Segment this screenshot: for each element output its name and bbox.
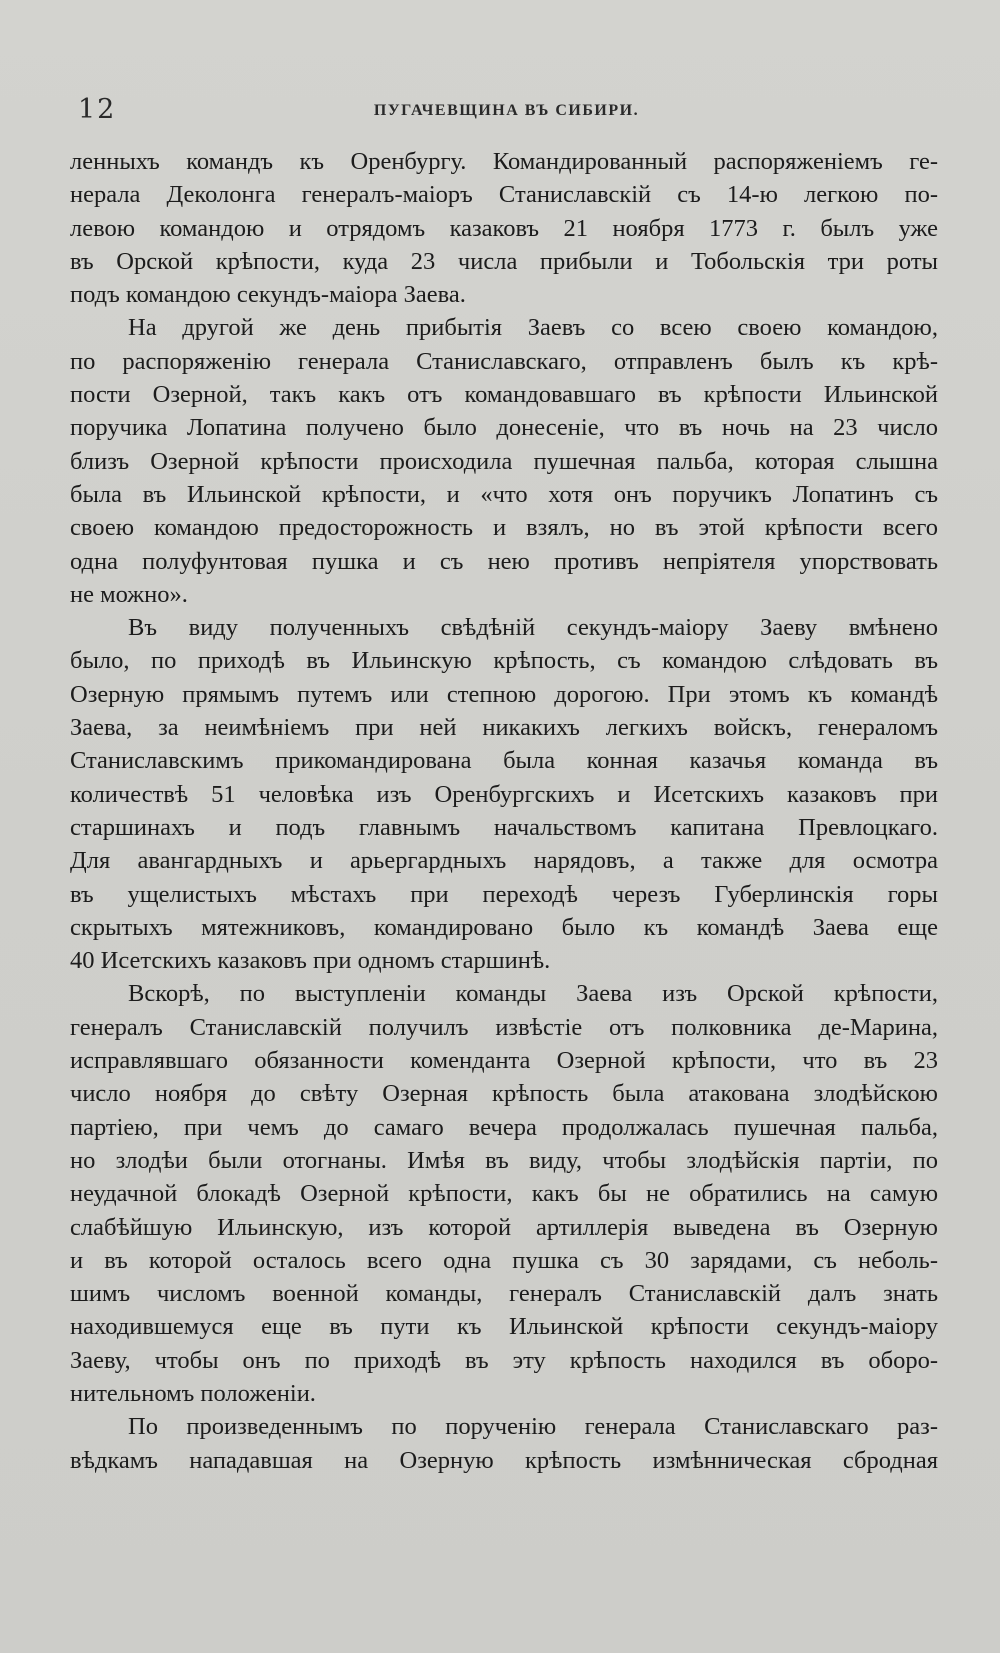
text-line: количествѣ 51 человѣка изъ Оренбургскихъ и Исетскихъ казаковъ при bbox=[70, 780, 938, 808]
text-line: Вскорѣ, по выступленіи команды Заева изъ Орской крѣпости, bbox=[128, 980, 938, 1008]
text-line: находившемуся еще въ пути къ Ильинской крѣпости секундъ-маіору bbox=[70, 1313, 938, 1341]
text-line: ленныхъ командъ къ Оренбургу. Командированный распоряженіемъ ге- bbox=[70, 148, 938, 175]
text-line: въ Орской крѣпости, куда 23 числа прибыли и Тобольскія три роты bbox=[70, 247, 938, 275]
text-line: не можно». bbox=[70, 580, 188, 608]
text-line: пости Озерной, такъ какъ отъ командовавшаго въ крѣпости Ильинской bbox=[70, 381, 938, 409]
running-title: ПУГАЧЕВЩИНА ВЪ СИБИРИ. bbox=[373, 102, 640, 119]
text-line: 40 Исетскихъ казаковъ при одномъ старшинѣ. bbox=[70, 947, 551, 975]
text-line: по распоряженію генерала Станиславскаго, отправленъ былъ къ крѣ- bbox=[70, 347, 938, 375]
text-line: левою командою и отрядомъ казаковъ 21 ноября 1773 г. былъ уже bbox=[70, 214, 938, 242]
body-text bbox=[70, 145, 938, 1477]
text-line: старшинахъ и подъ главнымъ начальствомъ капитана Превлоцкаго. bbox=[70, 813, 938, 841]
text-line: было, по приходѣ въ Ильинскую крѣпость, съ командою слѣдовать въ bbox=[70, 647, 938, 675]
text-line: нерала Деколонга генералъ-маіоръ Станиславскій съ 14-ю легкою по- bbox=[70, 181, 938, 209]
page-header bbox=[78, 88, 935, 128]
text-line: исправлявшаго обязанности коменданта Озерной крѣпости, что въ 23 bbox=[70, 1047, 938, 1075]
text-line: По произведеннымъ по порученію генерала Станиславскаго раз- bbox=[128, 1413, 938, 1441]
text-line: была въ Ильинской крѣпости, и «что хотя онъ поручикъ Лопатинъ съ bbox=[70, 480, 938, 508]
text-line: нительномъ положеніи. bbox=[70, 1379, 316, 1407]
text-line: Для авангардныхъ и арьергардныхъ нарядовъ, а также для осмотра bbox=[70, 847, 938, 875]
text-line: поручика Лопатина получено было донесеніе, что въ ночь на 23 число bbox=[70, 414, 938, 442]
text-line: партіею, при чемъ до самаго вечера продолжалась пушечная пальба, bbox=[70, 1113, 938, 1141]
text-line: Озерную прямымъ путемъ или степною дорогою. При этомъ къ командѣ bbox=[70, 680, 938, 708]
text-line: Заева, за неимѣніемъ при ней никакихъ легкихъ войскъ, генераломъ bbox=[70, 714, 938, 742]
page-number: 12 bbox=[78, 94, 117, 125]
text-line: генералъ Станиславскій получилъ извѣстіе отъ полковника де-Марина, bbox=[70, 1013, 938, 1041]
text-line: шимъ числомъ военной команды, генералъ Станиславскій далъ знать bbox=[70, 1280, 938, 1308]
text-line: число ноября до свѣту Озерная крѣпость была атакована злодѣйскою bbox=[70, 1080, 938, 1108]
text-line: Въ виду полученныхъ свѣдѣній секундъ-маіору Заеву вмѣнено bbox=[128, 614, 938, 642]
text-line: неудачной блокадѣ Озерной крѣпости, какъ бы не обратились на самую bbox=[70, 1180, 938, 1208]
text-line: одна полуфунтовая пушка и съ нею противъ непріятеля упорствовать bbox=[70, 547, 938, 575]
text-line: но злодѣи были отогнаны. Имѣя въ виду, чтобы злодѣйскія партіи, по bbox=[70, 1146, 938, 1174]
text-line: Станиславскимъ прикомандирована была конная казачья команда въ bbox=[70, 747, 938, 775]
text-line: и въ которой осталось всего одна пушка съ 30 зарядами, съ неболь- bbox=[70, 1246, 938, 1274]
text-line: вѣдкамъ нападавшая на Озерную крѣпость измѣнническая сбродная bbox=[70, 1446, 938, 1474]
text-line: близъ Озерной крѣпости происходила пушечная пальба, которая слышна bbox=[70, 447, 938, 475]
text-line: На другой же день прибытія Заевъ со всею своею командою, bbox=[128, 314, 938, 342]
text-line: слабѣйшую Ильинскую, изъ которой артиллерія выведена въ Озерную bbox=[70, 1213, 938, 1241]
text-line: въ ущелистыхъ мѣстахъ при переходѣ черезъ Губерлинскія горы bbox=[70, 880, 938, 908]
text-line: скрытыхъ мятежниковъ, командировано было къ командѣ Заева еще bbox=[70, 913, 938, 941]
text-line: своею командою предосторожность и взялъ, но въ этой крѣпости всего bbox=[70, 514, 938, 542]
text-line: подъ командою секундъ-маіора Заева. bbox=[70, 281, 466, 309]
text-line: Заеву, чтобы онъ по приходѣ въ эту крѣпость находился въ оборо- bbox=[70, 1346, 938, 1374]
